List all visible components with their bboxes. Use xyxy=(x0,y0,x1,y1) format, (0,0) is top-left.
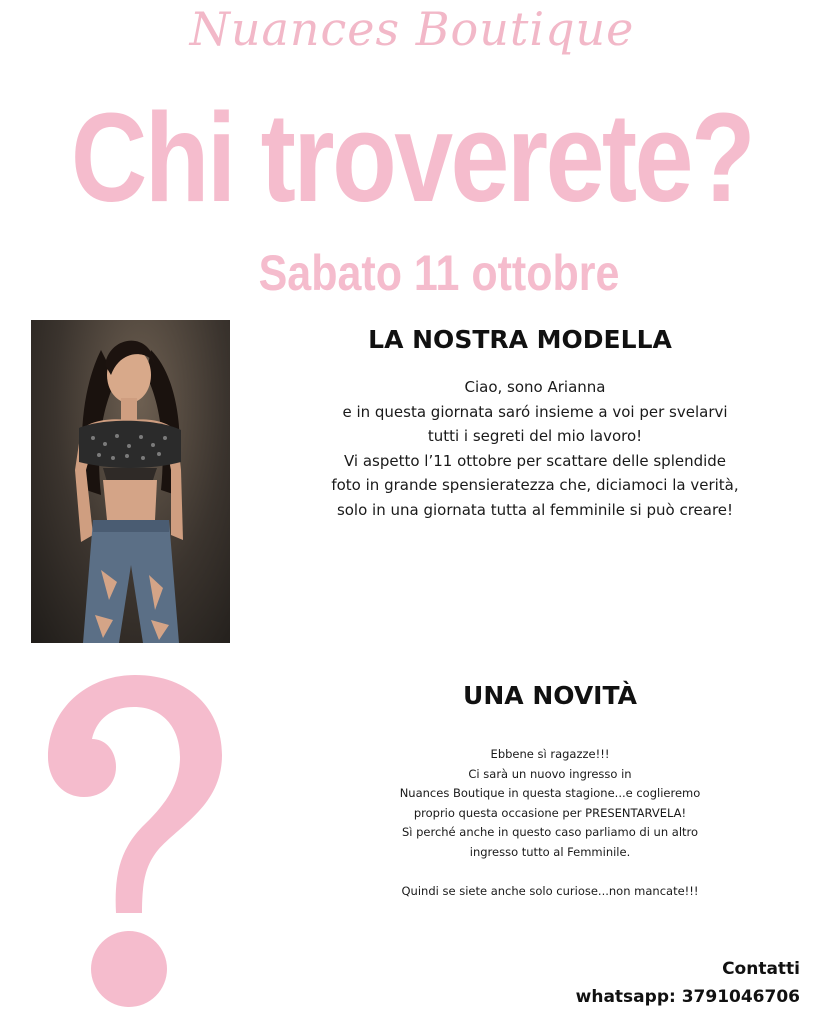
model-text-line: foto in grande spensieratezza che, diciamoci la verità, xyxy=(331,476,739,494)
news-text-line: proprio questa occasione per PRESENTARVELA! xyxy=(413,805,687,820)
brand-logo: Nuances Boutique xyxy=(189,2,635,56)
model-text-line: Vi aspetto l’11 ottobre per scattare delle splendide xyxy=(343,451,727,470)
model-text-line: Ciao, sono Arianna xyxy=(464,378,606,396)
event-date: Sabato 11 ottobre xyxy=(258,245,620,301)
model-text-line: tutti i segreti del mio lavoro! xyxy=(427,427,643,445)
news-text-line: Ci sarà un nuovo ingresso in xyxy=(468,766,632,781)
contacts-label: Contatti xyxy=(722,959,800,979)
news-text-line: Sì perché anche in questo caso parliamo di un altro xyxy=(401,825,699,839)
news-text-line: Ebbene sì ragazze!!! xyxy=(490,747,610,761)
model-photo-illustration xyxy=(31,320,230,643)
page-title: Chi troverete? xyxy=(70,87,754,228)
news-text-line: Nuances Boutique in questa stagione...e coglieremo xyxy=(399,786,701,800)
model-text-line: e in questa giornata saró insieme a voi per svelarvi xyxy=(342,402,728,421)
news-text-line xyxy=(330,862,770,882)
whatsapp-number[interactable]: whatsapp: 3791046706 xyxy=(575,987,800,1007)
model-section-title: LA NOSTRA MODELLA xyxy=(368,325,672,354)
news-text-line: ingresso tutto al Femminile. xyxy=(469,844,631,859)
model-text-line: solo in una giornata tutta al femminile si può creare! xyxy=(336,500,734,519)
model-photo xyxy=(31,320,230,643)
question-mark-icon xyxy=(30,655,240,1015)
contacts-block xyxy=(576,955,800,1011)
news-text-line: Quindi se siete anche solo curiose...non mancate!!! xyxy=(401,883,699,898)
news-section-title: UNA NOVITÀ xyxy=(463,681,637,710)
news-section-text xyxy=(330,745,770,901)
model-section-text xyxy=(285,375,785,522)
